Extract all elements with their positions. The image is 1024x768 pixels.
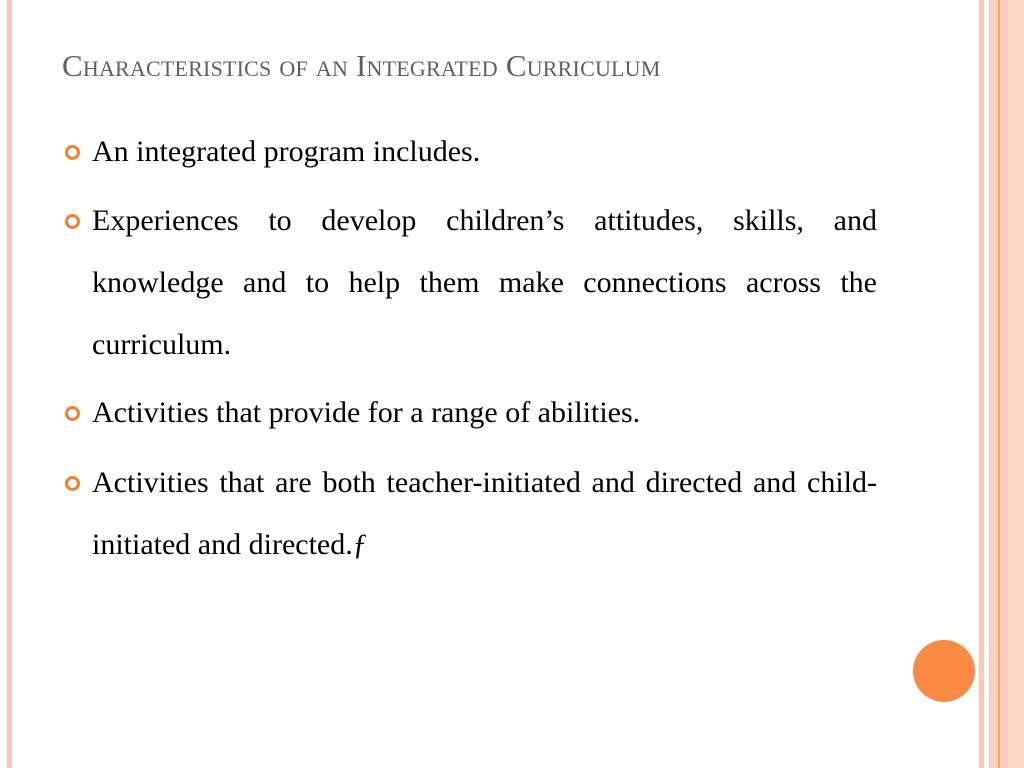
right-border-edge bbox=[1008, 0, 1024, 768]
bullet-ring-icon bbox=[65, 476, 80, 491]
bullet-item bbox=[92, 452, 877, 576]
right-border-line bbox=[998, 0, 1000, 768]
bullet-ring-icon bbox=[65, 145, 80, 160]
decorative-orange-circle bbox=[913, 640, 975, 702]
bullet-item bbox=[92, 190, 877, 376]
slide-title: Characteristics of an Integrated Curriculum bbox=[62, 48, 661, 83]
left-border-stripe bbox=[7, 0, 12, 768]
right-border-stripe bbox=[979, 0, 984, 768]
bullet-ring-icon bbox=[65, 406, 80, 421]
bullet-text: Experiences to develop children’s attitudes, skills, and knowledge and to help them make connections across the curriculum. bbox=[92, 204, 877, 361]
bullet-item bbox=[92, 121, 877, 183]
bullet-text: Activities that provide for a range of abilities. bbox=[92, 396, 641, 429]
bullet-item bbox=[92, 382, 877, 444]
bullet-ring-icon bbox=[65, 214, 80, 229]
bullet-text: An integrated program includes. bbox=[92, 135, 481, 168]
bullet-text: Activities that are both teacher-initiated and directed and child-initiated and directed.ƒ bbox=[92, 466, 877, 561]
